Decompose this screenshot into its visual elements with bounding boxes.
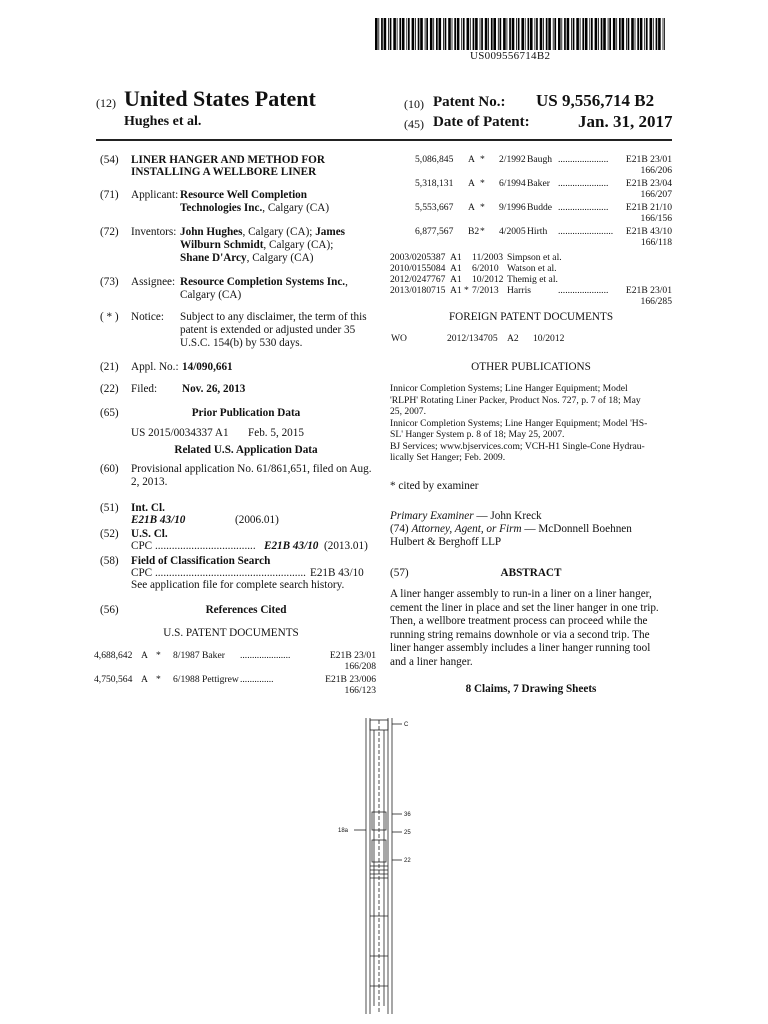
foreign-date: 10/2012 (533, 333, 565, 344)
ref-num: 4,750,564 (94, 674, 133, 685)
ref-cls: E21B 23/01 (625, 154, 672, 165)
filed-date: Nov. 26, 2013 (182, 383, 246, 395)
abstract-title: ABSTRACT (500, 567, 562, 579)
notice-3: U.S.C. 154(b) by 530 days. (180, 337, 303, 349)
ref-star: * (156, 650, 161, 661)
foreign-docs-title: FOREIGN PATENT DOCUMENTS (448, 311, 614, 323)
ref-cls: E21B 23/04 (625, 178, 672, 189)
ref-num: 2010/0155084 (390, 263, 446, 274)
ref-name: Baker (202, 650, 225, 661)
other-pub-1c: 25, 2007. (390, 406, 426, 417)
ref-cls: E21B 23/006 (325, 674, 376, 685)
patent-date: Jan. 31, 2017 (578, 112, 673, 131)
prior-pub-title: Prior Publication Data (191, 407, 301, 419)
ref-kind: A (468, 202, 475, 213)
code-74: (74) (390, 523, 412, 535)
assignee-loc: Calgary (CA) (180, 289, 242, 301)
ref-date: 9/1996 (499, 202, 526, 213)
ref-date: 7/2013 (472, 285, 499, 296)
header-rule (96, 139, 672, 141)
us-cl-label: U.S. Cl. (131, 528, 168, 540)
notice-label: Notice: (131, 311, 164, 323)
other-pub-2a: Innicor Completion Systems; Line Hanger Equipment; Model 'HS- (390, 417, 648, 429)
attorney-line-1 (390, 523, 632, 537)
ref-star: * (480, 178, 485, 189)
code-54: (54) (100, 154, 119, 166)
assignee-comma: , (345, 276, 348, 288)
ref-name: Pettigrew (202, 674, 239, 685)
barcode (375, 18, 665, 50)
label-36: 36 (404, 812, 411, 818)
inventor-2-rest: Wilburn Schmidt (180, 239, 264, 251)
assignee-name: Resource Completion Systems Inc. (180, 276, 346, 288)
ref-date: 2/1992 (499, 154, 526, 165)
ref-num: 6,877,567 (415, 226, 454, 237)
ref-cls2: 166/206 (640, 165, 672, 176)
field-search-cpc: CPC ...................................................... (131, 567, 306, 579)
ref-name: Watson et al. (507, 263, 557, 274)
code-45: (45) (404, 117, 424, 131)
ref-star: * (480, 226, 485, 237)
code-65: (65) (100, 407, 119, 419)
ref-star: * (464, 285, 469, 296)
other-pub-3b: lically Set Hanger; Feb. 2009. (390, 452, 506, 463)
code-12: (12) (96, 96, 116, 110)
filed-label: Filed: (131, 383, 158, 395)
other-pub-1a: Innicor Completion Systems; Line Hanger Equipment; Model (390, 383, 628, 394)
invention-title-1: LINER HANGER AND METHOD FOR (131, 154, 325, 166)
ref-cls2: 166/285 (640, 296, 672, 307)
ref-date: 6/2010 (472, 263, 499, 274)
field-search-class: E21B 43/10 (310, 567, 364, 579)
attorney-name-1: — McDonnell Boehnen (521, 523, 632, 535)
ref-kind: A1 (450, 285, 462, 296)
attorney-label: Attorney, Agent, or Firm (411, 523, 522, 535)
related-data-title: Related U.S. Application Data (174, 444, 318, 456)
ref-cls2: 166/156 (640, 213, 672, 224)
ref-dots: ..................... (558, 178, 609, 189)
ref-num: 5,318,131 (415, 178, 454, 189)
abstract-line-4: running string remains downhole or via a second trip. The (390, 628, 650, 641)
patent-no-label: Patent No.: (433, 94, 506, 110)
label-22: 22 (404, 858, 411, 864)
invention-title-2: INSTALLING A WELLBORE LINER (131, 166, 317, 178)
code-72: (72) (100, 226, 119, 238)
ref-num: 2012/0247767 (390, 274, 446, 285)
ref-name: Harris (507, 285, 531, 296)
assignee-label: Assignee: (131, 276, 176, 288)
code-71: (71) (100, 189, 119, 201)
abstract-text (390, 588, 672, 669)
ref-kind: A1 (450, 274, 462, 285)
abstract-line-5: liner hanger assembly includes a liner hanger running tool (390, 642, 651, 654)
ref-kind: A1 (450, 252, 462, 263)
code-56: (56) (100, 604, 119, 616)
prior-pub-number: US 2015/0034337 A1 (131, 427, 229, 439)
inventors-line-3 (180, 252, 313, 266)
ref-name: Budde (527, 202, 553, 213)
ref-kind: A (468, 178, 475, 189)
claims-sheets: 8 Claims, 7 Drawing Sheets (465, 683, 597, 695)
inventor-short: Hughes et al. (124, 114, 202, 129)
inventor-2-loc: , Calgary (CA); (263, 239, 334, 251)
ref-dots: ..................... (558, 202, 609, 213)
code-57: (57) (390, 567, 409, 579)
cited-by-examiner: * cited by examiner (390, 480, 479, 492)
int-cl-label: Int. Cl. (131, 502, 165, 514)
us-cl-version: (2013.01) (324, 540, 368, 552)
inventor-3-loc: , Calgary (CA) (246, 252, 314, 264)
ref-kind: A (468, 154, 475, 165)
inventors-line-1 (180, 226, 345, 240)
ref-num: 2013/0180715 (390, 285, 446, 296)
ref-cls: E21B 23/01 (625, 285, 672, 296)
other-pub-2b: SL' Hanger System p. 8 of 18; May 25, 2007. (390, 429, 565, 440)
applicant-2: Technologies Inc. (180, 202, 263, 214)
abstract-line-3: Then, a wellbore treatment process can proceed while the (390, 615, 648, 627)
abstract-line-6: and a liner hanger. (390, 655, 473, 668)
label-25: 25 (404, 830, 411, 836)
ref-name: Simpson et al. (507, 252, 562, 263)
applicant-2-line (180, 202, 329, 216)
ref-cls2: 166/208 (344, 661, 376, 672)
assignee-line-1 (180, 276, 348, 290)
other-pubs (390, 383, 647, 464)
barcode-number: US009556714B2 (470, 50, 551, 62)
code-51: (51) (100, 502, 119, 514)
us-docs-title: U.S. PATENT DOCUMENTS (163, 627, 299, 639)
ref-date: 11/2003 (472, 252, 504, 263)
code-73: (73) (100, 276, 119, 288)
code-22: (22) (100, 383, 119, 395)
ref-kind: B2 (468, 226, 480, 237)
ref-dots: .............. (240, 674, 274, 685)
ref-name: Baugh (527, 154, 553, 165)
patent-number: US 9,556,714 B2 (536, 91, 655, 110)
other-pub-1b: 'RLPH' Rotating Liner Packer, Product Nos. 727, p. 7 of 18; May (390, 394, 641, 406)
field-search-label: Field of Classification Search (131, 555, 271, 567)
ref-kind: A1 (450, 263, 462, 274)
code-10: (10) (404, 97, 424, 111)
other-pubs-title: OTHER PUBLICATIONS (471, 361, 591, 373)
patent-type-title: United States Patent (124, 86, 316, 111)
notice-2: patent is extended or adjusted under 35 (180, 324, 356, 336)
ref-date: 6/1988 (173, 674, 200, 685)
inventors-label: Inventors: (131, 226, 177, 238)
ref-cls2: 166/207 (640, 189, 672, 200)
ref-star: * (480, 202, 485, 213)
ref-num: 5,086,845 (415, 154, 454, 165)
date-label: Date of Patent: (433, 114, 530, 130)
int-cl-class: E21B 43/10 (131, 514, 186, 526)
foreign-kind: A2 (507, 333, 519, 344)
ref-dots: ....................... (558, 226, 614, 237)
code-52: (52) (100, 528, 119, 540)
ref-kind: A (141, 674, 148, 685)
examiner-line (390, 510, 542, 524)
ref-cls: E21B 21/10 (625, 202, 672, 213)
appl-no: 14/090,661 (182, 361, 233, 373)
ref-name: Baker (527, 178, 550, 189)
ref-date: 6/1994 (499, 178, 526, 189)
ref-date: 10/2012 (472, 274, 504, 285)
notice-1: Subject to any disclaimer, the term of this (180, 311, 367, 323)
us-cl-cpc: CPC .................................... (131, 540, 256, 552)
ref-num: 4,688,642 (94, 650, 133, 661)
references-title: References Cited (205, 604, 287, 616)
abstract-line-1: A liner hanger assembly to run-in a liner on a liner hanger, (390, 588, 652, 600)
appl-no-label: Appl. No.: (131, 361, 179, 373)
ref-dots: ..................... (558, 285, 609, 296)
applicant-label: Applicant: (131, 189, 179, 201)
int-cl-version: (2006.01) (235, 514, 279, 526)
code-60: (60) (100, 463, 119, 475)
us-cl-class: E21B 43/10 (264, 540, 319, 552)
applicant-3: , Calgary (CA) (262, 202, 330, 214)
field-search-see: See application file for complete search history. (131, 579, 345, 591)
provisional-2: 2, 2013. (131, 476, 168, 488)
foreign-number: 2012/134705 (447, 333, 498, 344)
ref-dots: ..................... (240, 650, 291, 661)
ref-name: Hirth (527, 226, 548, 237)
ref-date: 4/2005 (499, 226, 526, 237)
representative-drawing (330, 716, 440, 1016)
ref-cls: E21B 23/01 (329, 650, 376, 661)
ref-star: * (156, 674, 161, 685)
label-c: C (404, 722, 409, 728)
inventor-1-loc: , Calgary (CA); (242, 226, 316, 238)
prior-pub-date: Feb. 5, 2015 (248, 427, 304, 439)
provisional-1: Provisional application No. 61/861,651, filed on Aug. (131, 463, 372, 475)
ref-name: Themig et al. (507, 274, 558, 285)
examiner-label: Primary Examiner (390, 510, 474, 522)
inventor-3: Shane D'Arcy (180, 252, 247, 264)
inventor-1: John Hughes (180, 226, 243, 238)
ref-kind: A (141, 650, 148, 661)
ref-cls2: 166/123 (344, 685, 376, 696)
ref-dots: ..................... (558, 154, 609, 165)
ref-num: 2003/0205387 (390, 252, 446, 263)
abstract-line-2: cement the liner in place and set the liner hanger in one trip. (390, 601, 659, 614)
code-notice: ( * ) (100, 311, 119, 323)
ref-cls2: 166/118 (640, 237, 672, 248)
foreign-country: WO (391, 333, 407, 344)
code-21: (21) (100, 361, 119, 373)
ref-date: 8/1987 (173, 650, 200, 661)
label-18a: 18a (338, 828, 349, 834)
inventor-2-first: James (315, 226, 346, 238)
applicant-1: Resource Well Completion (180, 189, 307, 201)
inventors-line-2 (180, 239, 333, 253)
attorney-line-2: Hulbert & Berghoff LLP (390, 536, 502, 548)
other-pub-3a: BJ Services; www.bjservices.com; VCH-H1 Single-Cone Hydrau- (390, 440, 645, 452)
ref-star: * (480, 154, 485, 165)
ref-num: 5,553,667 (415, 202, 454, 213)
code-58: (58) (100, 555, 119, 567)
examiner-name: — John Kreck (473, 510, 542, 522)
ref-cls: E21B 43/10 (625, 226, 672, 237)
